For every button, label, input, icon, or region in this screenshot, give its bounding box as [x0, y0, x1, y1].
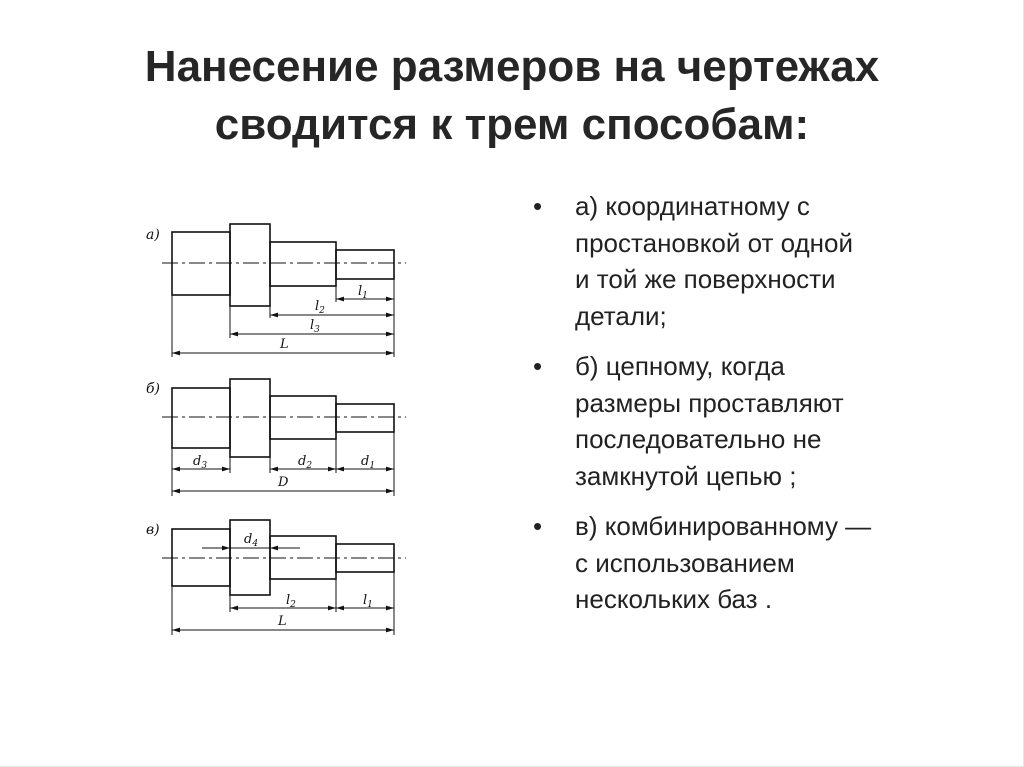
- dimensioning-drawing: [140, 205, 420, 655]
- bullet-line: • а) координатному с: [575, 191, 810, 221]
- bullet-line: и той же поверхности: [575, 264, 836, 294]
- label-b-d1: $d_1$: [361, 454, 376, 471]
- label-a-l3: $l_3$: [310, 318, 320, 335]
- bullet-chain: [533, 348, 1003, 494]
- panel-b-step-1: [172, 388, 230, 448]
- shaft-panel-v: [146, 520, 406, 635]
- label-v-l2: $l_2$: [286, 593, 296, 610]
- panel-a-step-3: [270, 242, 336, 286]
- label-a-L: L: [280, 337, 289, 352]
- methods-list: [533, 188, 1003, 632]
- label-b-D: D: [278, 475, 289, 490]
- label-v-d4: $d_4$: [244, 532, 259, 549]
- title-line-1: Нанесение размеров на чертежах: [144, 42, 880, 91]
- panel-b-step-3: [270, 396, 336, 439]
- slide-title: [0, 38, 1024, 154]
- bullet-line: размеры проставляют: [575, 387, 844, 418]
- label-v-l1: $l_1$: [363, 593, 373, 610]
- bullet-line: нескольких баз .: [575, 584, 773, 614]
- label-a-l2: $l_2$: [315, 299, 325, 316]
- label-a-l1: $l_1$: [358, 284, 368, 301]
- label-b-d3: $d_3$: [193, 454, 208, 471]
- panel-v-step-3: [270, 536, 336, 579]
- label-v-L: L: [278, 614, 287, 629]
- label-b-d2: $d_2$: [298, 454, 313, 471]
- bullet-line: детали;: [575, 300, 667, 331]
- bullet-line: простановкой от одной: [575, 227, 854, 258]
- panel-b-step-2: [230, 379, 270, 457]
- panel-a-step-1: [172, 232, 230, 295]
- bullet-coordinate: [533, 188, 1003, 334]
- shaft-panel-b: [146, 379, 406, 496]
- panel-a-step-2: [230, 224, 270, 306]
- panel-a-step-4: [336, 250, 394, 279]
- panel-v-marker: в): [146, 522, 160, 538]
- bullet-line: с использованием: [575, 547, 795, 578]
- panel-v-step-1: [172, 529, 230, 586]
- bullet-line: • в) комбинированному —: [575, 511, 872, 541]
- bullet-line: • б) цепному, когда: [575, 351, 785, 381]
- bullet-line: последовательно не: [575, 424, 822, 454]
- bullet-line: замкнутой цепью ;: [575, 460, 797, 491]
- panel-a-marker: а): [146, 227, 160, 243]
- title-line-2: сводится к трем способам:: [214, 100, 810, 149]
- bullet-combined: [533, 508, 1003, 618]
- panel-b-step-4: [336, 404, 394, 432]
- panel-b-marker: б): [146, 381, 161, 397]
